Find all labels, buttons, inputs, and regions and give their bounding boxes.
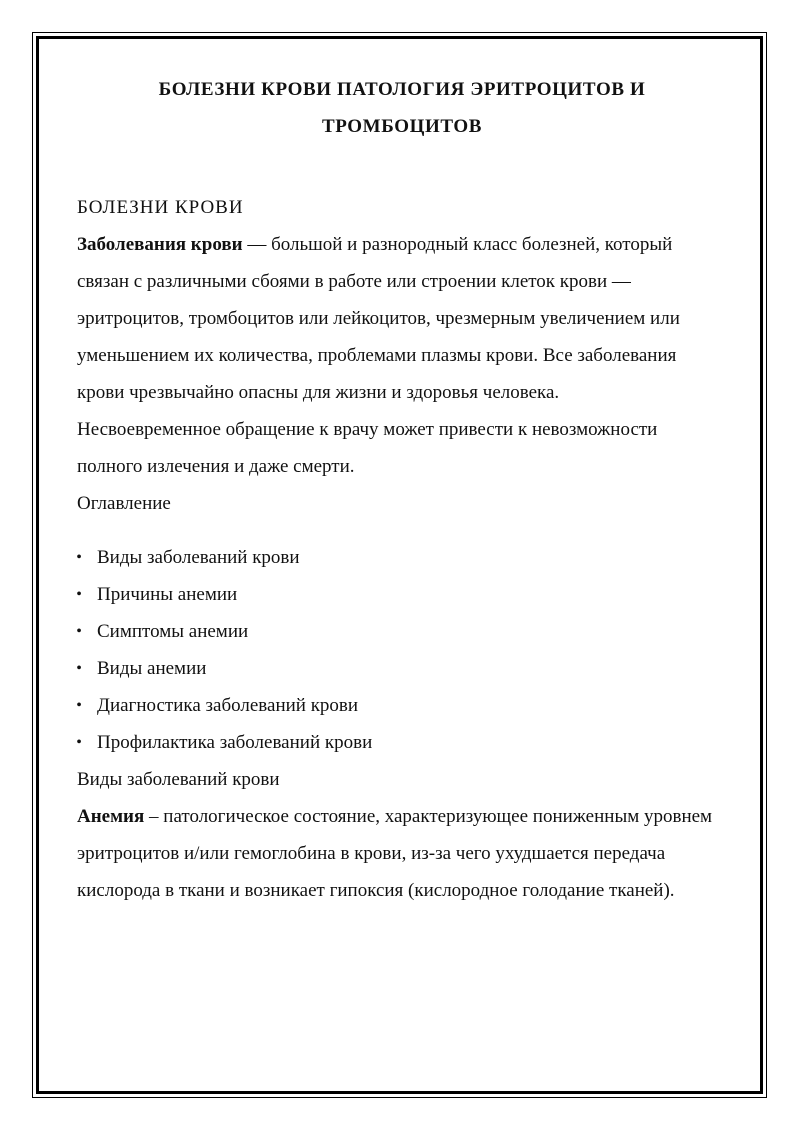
toc-item[interactable] xyxy=(77,613,727,650)
toc-item[interactable] xyxy=(77,724,727,761)
intro-term: Заболевания крови xyxy=(77,234,243,255)
toc-heading: Оглавление xyxy=(77,493,171,514)
toc-item[interactable] xyxy=(77,576,727,613)
toc-item-label: Симптомы анемии xyxy=(97,621,249,642)
anemia-term: Анемия xyxy=(77,806,145,827)
warning-paragraph: Несвоевременное обращение к врачу может привести к невозможности полного излечения и даже смерти. xyxy=(77,419,658,477)
anemia-paragraph xyxy=(77,798,727,909)
bullet-icon: • xyxy=(76,734,82,751)
document-body xyxy=(77,70,727,909)
toc-item[interactable] xyxy=(77,650,727,687)
toc-item-label: Виды заболеваний крови xyxy=(97,547,300,568)
bullet-icon: • xyxy=(76,697,82,714)
toc-item[interactable] xyxy=(77,687,727,724)
bullet-icon: • xyxy=(76,623,82,640)
intro-paragraph xyxy=(77,226,727,411)
toc-item-label: Диагностика заболеваний крови xyxy=(97,695,359,716)
table-of-contents xyxy=(77,539,727,761)
toc-item-label: Виды анемии xyxy=(97,658,207,679)
toc-item[interactable] xyxy=(77,539,727,576)
toc-item-label: Причины анемии xyxy=(97,584,238,605)
subsection-heading: Виды заболеваний крови xyxy=(77,769,280,790)
bullet-icon: • xyxy=(76,549,82,566)
section-heading: БОЛЕЗНИ КРОВИ xyxy=(77,197,244,218)
anemia-text: – патологическое состояние, характеризующее пониженным уровнем эритроцитов и/или гемоглобина в крови, из-за чего ухудшается передача кислорода в ткани и возникает гипоксия (кислородное голодание тканей). xyxy=(77,806,713,901)
document-title: БОЛЕЗНИ КРОВИ ПАТОЛОГИЯ ЭРИТРОЦИТОВ И ТРОМБОЦИТОВ xyxy=(158,79,646,137)
bullet-icon: • xyxy=(76,586,82,603)
bullet-icon: • xyxy=(76,660,82,677)
intro-text: — большой и разнородный класс болезней, который связан с различными сбоями в работе или строении клеток крови — эритроцитов, тромбоцитов или лейкоцитов, чрезмерным увеличением или уменьшением их количества, проблемами плазмы крови. Все заболевания крови чрезвычайно опасны для жизни и здоровья человека. xyxy=(77,234,680,403)
toc-item-label: Профилактика заболеваний крови xyxy=(97,732,373,753)
